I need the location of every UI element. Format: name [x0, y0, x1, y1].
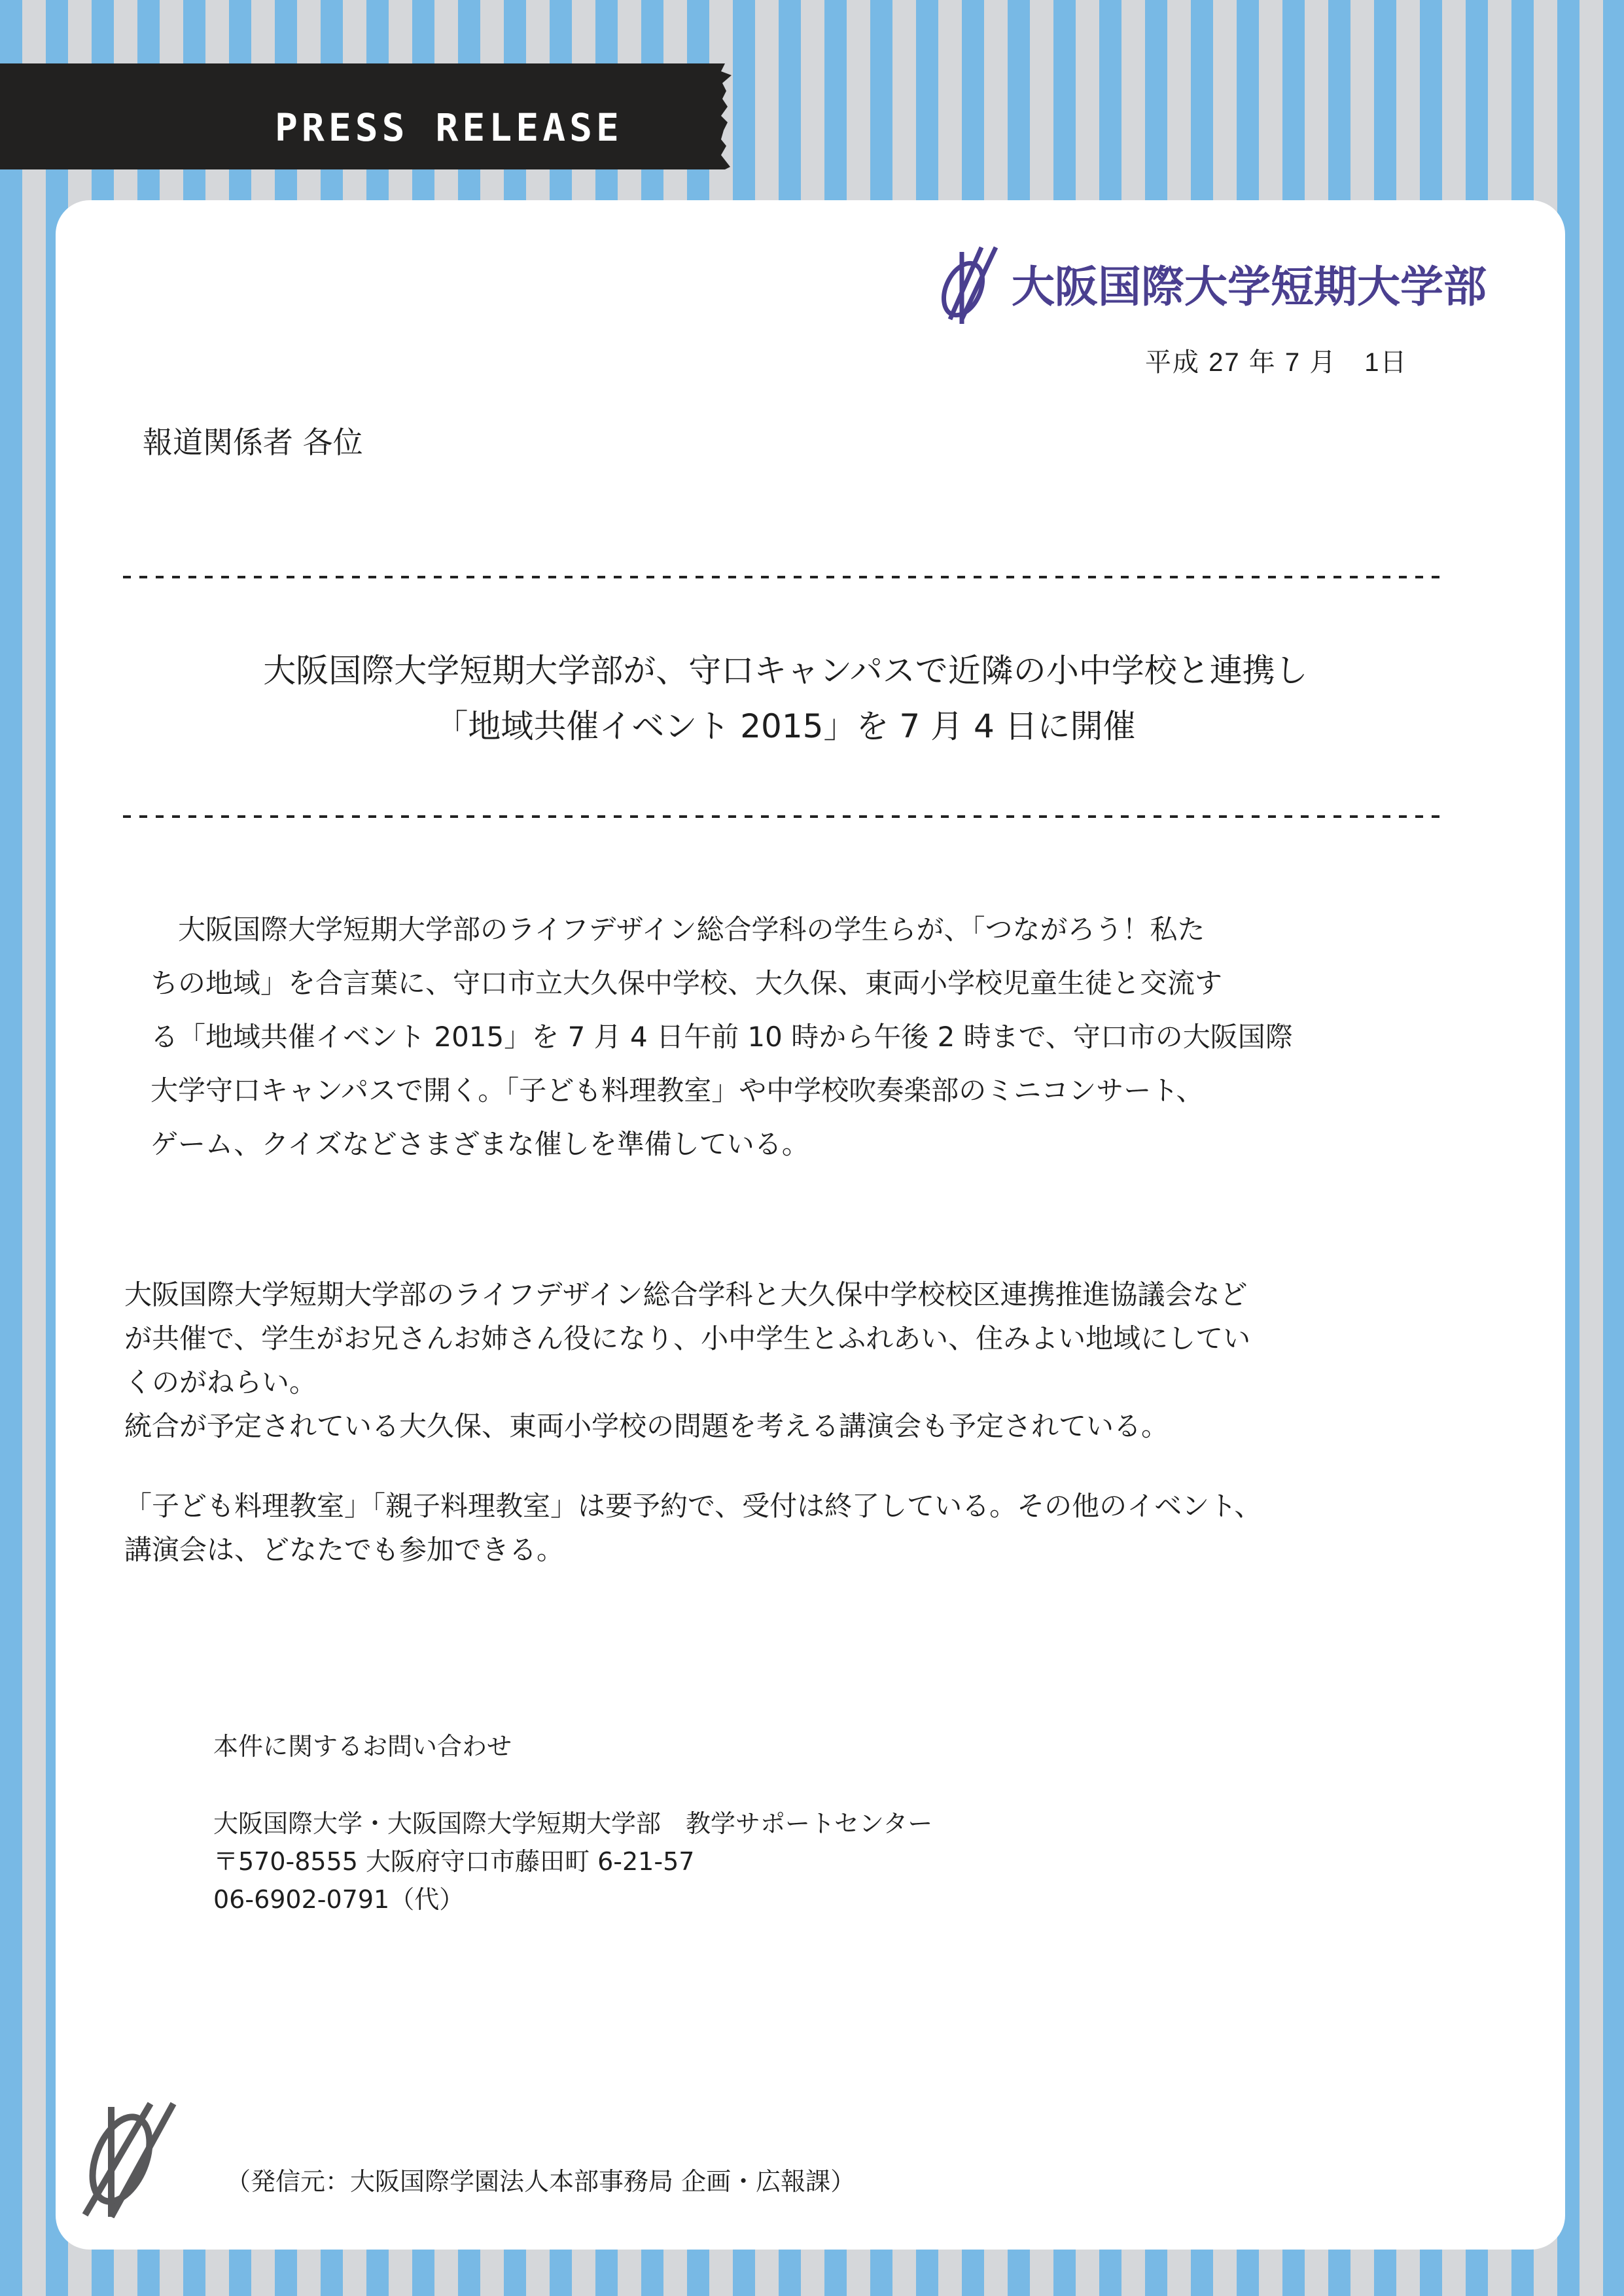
contact-address: 〒570-8555 大阪府守口市藤田町 6-21-57	[213, 1847, 695, 1876]
paragraph-line: ちの地域」を合言葉に、守口市立大久保中学校、大久保、東両小学校児童生徒と交流す	[150, 967, 1223, 999]
university-emblem-icon	[936, 242, 1008, 324]
issuer-line: （発信元：大阪国際学園法人本部事務局 企画・広報課）	[226, 2167, 856, 2196]
paragraph-line: 統合が予定されている大久保、東両小学校の問題を考える講演会も予定されている。	[124, 1410, 1169, 1442]
divider-top	[123, 576, 1448, 578]
paragraph-line: る「地域共催イベント 2015」を 7 月 4 日午前 10 時から午後 2 時まで、守口市の大阪国際	[150, 1021, 1293, 1053]
paragraph-line: 「子ども料理教室」「親子料理教室」は要予約で、受付は終了している。その他のイベント、	[124, 1490, 1262, 1522]
contact-phone: 06-6902-0791（代）	[213, 1885, 465, 1914]
paragraph-line: が共催で、学生がお兄さんお姉さん役になり、小中学生とふれあい、住みよい地域にしてい	[124, 1322, 1251, 1354]
paragraph-line: 大学守口キャンパスで開く。「子ども料理教室」や中学校吹奏楽部のミニコンサート、	[150, 1074, 1204, 1106]
paragraph-line: 大阪国際大学短期大学部のライフデザイン総合学科と大久保中学校校区連携推進協議会など	[124, 1279, 1248, 1311]
contact-organization: 大阪国際大学・大阪国際大学短期大学部 教学サポートセンター	[213, 1809, 933, 1838]
body-paragraph	[124, 1273, 1511, 1448]
paragraph-line: 大阪国際大学短期大学部のライフデザイン総合学科の学生らが、「つながろう！私た	[150, 913, 1205, 945]
lead-paragraph	[150, 903, 1459, 1171]
divider-bottom	[123, 815, 1448, 818]
banner-title: PRESS RELEASE	[275, 105, 623, 150]
recipient-line: 報道関係者 各位	[143, 425, 363, 460]
contact-heading-block	[213, 1727, 512, 1765]
reservation-paragraph	[124, 1484, 1511, 1572]
paragraph-line: ゲーム、クイズなどさまざまな催しを準備している。	[150, 1128, 809, 1160]
banner-torn-edge	[707, 63, 733, 169]
release-date: 平成 27 年 7 月 1日	[1145, 348, 1408, 377]
paragraph-line: くのがねらい。	[124, 1366, 317, 1398]
university-emblem-icon	[75, 2087, 226, 2218]
university-name: 大阪国際大学短期大学部	[1012, 262, 1487, 312]
document-card	[56, 200, 1565, 2250]
university-logo	[936, 242, 1487, 324]
headline-line-1: 大阪国際大学短期大学部が、守口キャンパスで近隣の小中学校と連携し	[263, 652, 1308, 690]
contact-heading: 本件に関するお問い合わせ	[213, 1732, 512, 1761]
headline-line-2: 「地域共催イベント 2015」を 7 月 4 日に開催	[435, 707, 1136, 745]
contact-block	[213, 1805, 932, 1918]
paragraph-line: 講演会は、どなたでも参加できる。	[124, 1534, 565, 1566]
